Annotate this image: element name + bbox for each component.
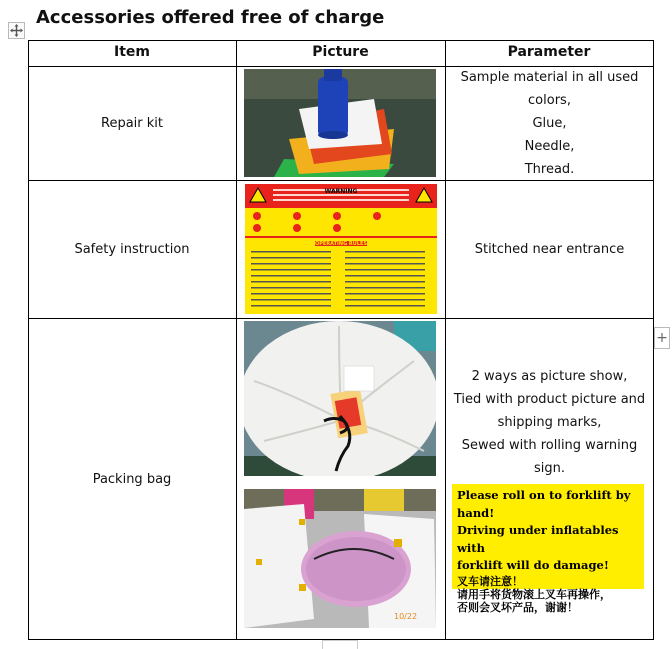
- param-packing-bag: 2 ways as picture show, Tied with product picture and shipping marks, Sewed with rolling warning sign.: [453, 369, 646, 476]
- header-parameter: Parameter: [507, 44, 591, 60]
- warning-cn-line-3: 否则会叉坏产品，谢谢！: [457, 600, 578, 614]
- warning-en-line-1: Please roll on to forklift by hand!: [457, 488, 631, 520]
- header-item: Item: [114, 44, 150, 60]
- packing-bag-tied-image: [244, 321, 436, 476]
- item-packing-bag: Packing bag: [92, 471, 172, 487]
- param-repair-kit: Sample material in all used colors, Glue, Needle, Thread.: [460, 70, 639, 177]
- warning-en-line-2: Driving under inflatables with: [457, 523, 619, 555]
- repair-kit-image: [244, 69, 436, 177]
- add-column-icon[interactable]: +: [654, 327, 670, 349]
- warning-cn-line-2: 请用手将货物滚上叉车再操作，: [457, 587, 611, 601]
- warning-cn-line-1: 叉车请注意！: [457, 574, 523, 588]
- photo-timestamp: 10/22: [394, 612, 418, 621]
- param-safety-instruction: Stitched near entrance: [474, 242, 625, 257]
- move-table-icon[interactable]: [8, 22, 25, 39]
- safety-sign-rules-heading: OPERATING RULES: [314, 241, 368, 247]
- rolling-warning-label: [452, 484, 644, 614]
- header-picture: Picture: [312, 44, 369, 60]
- packing-bag-labeled-image: [244, 489, 436, 628]
- safety-sign-heading: WARNING: [324, 188, 358, 195]
- page-title: Accessories offered free of charge: [36, 7, 385, 28]
- safety-sign-image: [245, 184, 437, 314]
- item-safety-instruction: Safety instruction: [74, 242, 190, 257]
- item-repair-kit: Repair kit: [101, 116, 163, 131]
- warning-en-line-3: forklift will do damage!: [457, 558, 609, 572]
